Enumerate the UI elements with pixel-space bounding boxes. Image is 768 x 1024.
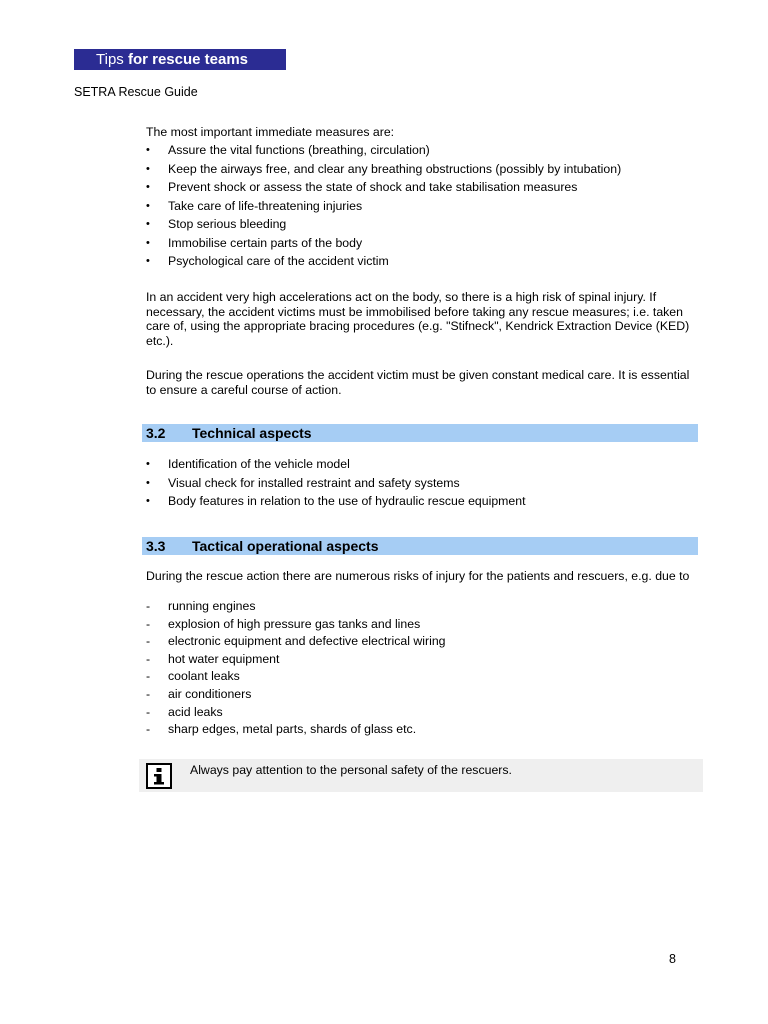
section-heading-tactical (142, 537, 698, 555)
list-item (146, 651, 706, 669)
list-item (146, 721, 706, 739)
list-item (146, 234, 706, 253)
dash-marker: - (146, 704, 151, 719)
list-item (146, 252, 706, 271)
dash-marker: - (146, 669, 151, 684)
bullet-marker: • (146, 144, 150, 156)
list-item (146, 616, 706, 634)
dash-marker: - (146, 599, 151, 613)
list-item (146, 492, 706, 511)
list-item (146, 215, 706, 234)
bullet-marker: • (146, 495, 150, 507)
list-item-text: sharp edges, metal parts, shards of glass etc. (168, 722, 417, 737)
list-item (146, 160, 706, 179)
info-icon (146, 763, 172, 789)
list-item (146, 178, 706, 197)
medical-care-paragraph: During the rescue operations the accident victim must be given constant medical care. It is essential to ensure a careful course of action. (146, 368, 690, 397)
list-item (146, 598, 706, 616)
list-item-text: Take care of life-threatening injuries (168, 198, 363, 213)
list-item-text: running engines (168, 599, 256, 613)
banner-label-bold: for rescue teams (127, 51, 249, 68)
list-item-text: Visual check for installed restraint and safety systems (168, 475, 460, 490)
note-text: Always pay attention to the personal safety of the rescuers. (190, 763, 512, 777)
bullet-marker: • (146, 162, 150, 175)
list-item-text: Stop serious bleeding (168, 217, 287, 231)
bullet-marker: • (146, 476, 150, 489)
bullet-marker: • (146, 199, 150, 212)
page-number: 8 (669, 952, 676, 966)
list-item-text: Keep the airways free, and clear any breathing obstructions (possibly by intubation) (168, 161, 622, 176)
section-heading-technical (142, 424, 698, 442)
measures-list (146, 141, 706, 271)
list-item-text: coolant leaks (168, 669, 240, 684)
list-item-text: Prevent shock or assess the state of shock and take stabilisation measures (168, 180, 578, 194)
list-item-text: Body features in relation to the use of hydraulic rescue equipment (168, 494, 526, 508)
section-number: 3.3 (146, 538, 166, 554)
bullet-marker: • (146, 218, 150, 230)
bullet-marker: • (146, 255, 150, 267)
list-item (146, 704, 706, 722)
risks-list (146, 598, 706, 739)
measures-intro: The most important immediate measures are: (146, 125, 395, 139)
section-title: Tactical operational aspects (192, 538, 379, 554)
section-title: Technical aspects (192, 425, 312, 441)
dash-marker: - (146, 651, 151, 666)
technical-list (146, 455, 706, 511)
list-item-text: electronic equipment and defective electrical wiring (168, 634, 446, 649)
list-item (146, 668, 706, 686)
list-item-text: Immobilise certain parts of the body (168, 235, 363, 250)
banner-label-light: Tips (96, 51, 124, 68)
section-number: 3.2 (146, 425, 166, 441)
list-item (146, 686, 706, 704)
list-item (146, 197, 706, 216)
spinal-injury-paragraph: In an accident very high accelerations act on the body, so there is a high risk of spinal injury. If necessary, the accident victims must be immobilised before taking any rescue measures; i.e. taken care of, using the appropriate bracing procedures (e.g. "Stifneck", Kendrick Extraction Device (KED) etc.). (146, 290, 690, 348)
document-subtitle: SETRA Rescue Guide (74, 85, 198, 99)
list-item-text: Psychological care of the accident victim (168, 254, 389, 268)
list-item-text: air conditioners (168, 686, 252, 701)
safety-note (139, 759, 703, 792)
info-icon-glyph (148, 765, 170, 787)
list-item (146, 455, 706, 474)
dash-marker: - (146, 634, 151, 649)
bullet-marker: • (146, 236, 150, 249)
list-item-text: acid leaks (168, 704, 223, 719)
list-item (146, 141, 706, 160)
dash-marker: - (146, 722, 151, 737)
list-item-text: Assure the vital functions (breathing, circulation) (168, 143, 430, 157)
list-item-text: hot water equipment (168, 651, 280, 666)
list-item-text: explosion of high pressure gas tanks and lines (168, 616, 421, 631)
dash-marker: - (146, 686, 151, 701)
tactical-intro: During the rescue action there are numerous risks of injury for the patients and rescuers, e.g. due to (146, 569, 690, 583)
header-banner (74, 49, 286, 70)
bullet-marker: • (146, 458, 150, 470)
list-item-text: Identification of the vehicle model (168, 457, 350, 471)
bullet-marker: • (146, 181, 150, 193)
dash-marker: - (146, 616, 151, 631)
list-item (146, 474, 706, 493)
list-item (146, 633, 706, 651)
